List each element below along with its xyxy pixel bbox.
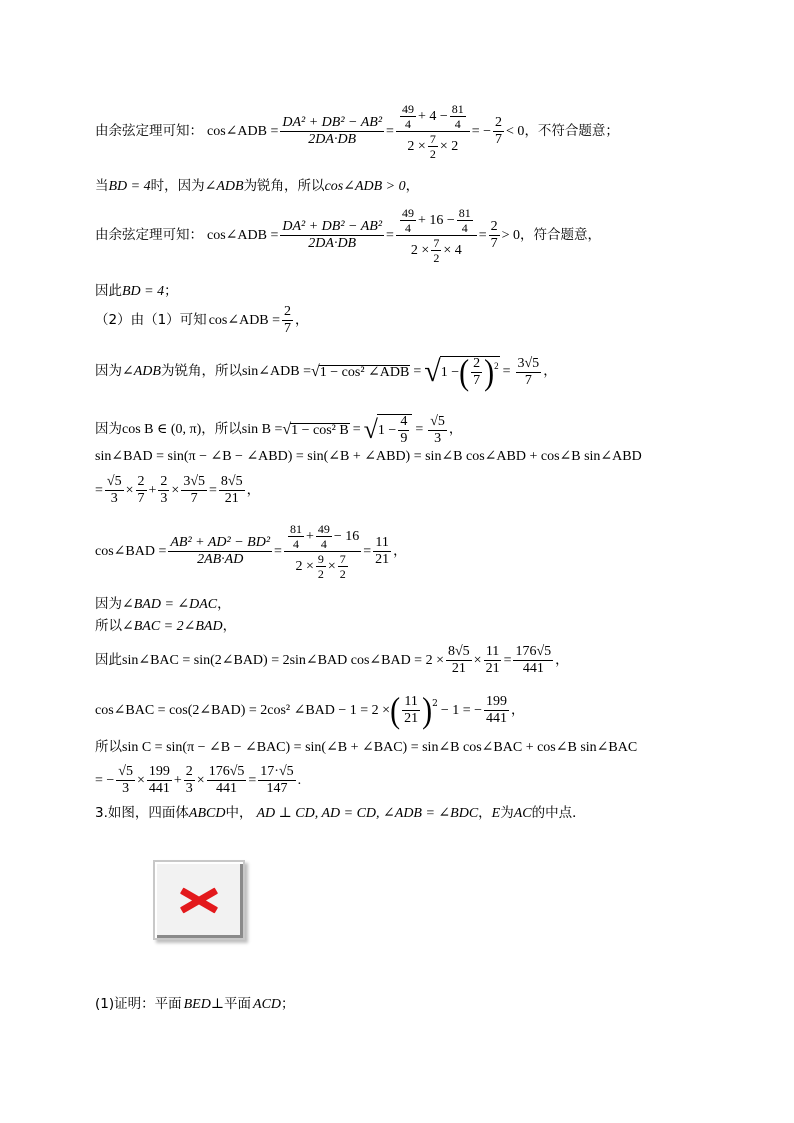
law-of-cosines-line-1: 由余弦定理可知： cos∠ADB = $\frac{\text{DA² + DB² − AB²}}{2DA\cdot DB}$ = $\frac{49}{4}$ + 4 − $\frac{81}{4}$ 2 × $\frac{7}{2}$ × 2 = − $\frac{2}{7}$ < 0 ，不符合题意； (95, 102, 619, 161)
part-1-proof-line: (1)证明：平面 BED ⊥ 平面 ACD ； (95, 996, 295, 1013)
acute-angle-line: 当 BD = 4 时，因为 ∠ADB 为锐角，所以 cos∠ADB > 0 ， (95, 178, 420, 195)
red-x-icon (179, 889, 219, 911)
lhs: cos∠ADB = (207, 123, 279, 139)
conclusion-bd-line: 因此 BD = 4 ； (95, 283, 178, 300)
broken-image-icon (153, 860, 245, 940)
computed-fraction: $\frac{49}{4}$ + 4 − $\frac{81}{4}$ 2 × $\frac{7}{2}$ × 2 (396, 103, 470, 160)
sin-c-expansion-line: 所以 sin C = sin(π − ∠B − ∠BAC) = sin(∠B + ∠BAC) = sin∠B cos∠BAC + cos∠B sin∠BAC (95, 739, 638, 756)
cosine-formula-fraction (280, 116, 384, 147)
sin-bac-line: 因此 sin∠BAC = sin(2∠BAD) = 2sin∠BAD cos∠BAD = 2 × $\frac{8√5}{21}$ × $\frac{11}{21}$ = $\frac{176√5}{441}$ ， (95, 644, 569, 676)
sin-bad-expansion-line: sin∠BAD = sin(π − ∠B − ∠ABD) = sin(∠B + ∠ABD) = sin∠B cos∠ABD + cos∠B sin∠ABD (95, 449, 642, 464)
sin-b-line: 因为 cos B ∈ (0, π) ，所以 sin B = √ 1 − cos² B = √ 1 − $\frac{4}{9}$ = $\frac{√5}{3}$ ， (95, 413, 463, 446)
sin-bad-value-line: = $\frac{√5}{3}$ × $\frac{2}{7}$ + $\frac{2}{3}$ × $\frac{3√5}{7}$ = $\frac{8√5}{21}$ ， (95, 474, 261, 506)
law-of-cosines-line-2: 由余弦定理可知： cos∠ADB = $\frac{\text{DA² + DB² − AB²}}{2DA\cdot DB}$ = $\frac{49}{4}$ + 16 − $\frac{81}{4}$ 2 × $\frac{7}{2}$ × 4 = $\frac{2}{7}$ > 0 ，符合题意， (95, 206, 602, 265)
cos-bad-line: cos∠BAD = $\frac{\text{AB² + AD² − BD²}}{2AB\cdot AD}$ = $\frac{81}{4}$ + $\frac{49}{4}$ − 16 2 × $\frac{9}{2}$ × $\frac{7}{2}$ = $\frac{11}{21}$ ， (95, 522, 407, 581)
part-2-intro-line: （2）由（1）可知 cos∠ADB = $\frac{2}{7}$ ， (95, 304, 309, 336)
problem-3-statement: 3.如图，四面体 ABCD 中， AD ⊥ CD, AD = CD, ∠ADB = ∠BDC ， E 为 AC 的中点． (95, 805, 586, 822)
formula-denominator: 2DA·DB (308, 132, 357, 147)
double-angle-line: 所以 ∠BAC = 2∠BAD ， (95, 618, 237, 635)
cos-bac-line: cos∠BAC = cos(2∠BAD) = 2cos² ∠BAD − 1 = 2 × ( $\frac{11}{21}$ ) 2 − 1 = − $\frac{199}{441}$ ， (95, 690, 525, 730)
sin-c-value-line: = − $\frac{√5}{3}$ × $\frac{199}{441}$ + $\frac{2}{3}$ × $\frac{176√5}{441}$ = $\frac{17\cdot√5}{147}$ . (95, 764, 302, 796)
angle-equality-line: 因为 ∠BAD = ∠DAC ， (95, 596, 231, 613)
sin-adb-line: 因为 ∠ADB 为锐角，所以 sin∠ADB = √ 1 − cos² ∠ADB = √ 1 − ( $\frac{2}{7}$ ) 2 = $\frac{3√5}{7}$ ， (95, 352, 557, 392)
result-fraction: $\frac{2}{7}$ (495, 115, 503, 147)
lead-text: 由余弦定理可知： (95, 122, 203, 139)
formula-numerator: DA² + DB² − AB² (282, 115, 383, 130)
